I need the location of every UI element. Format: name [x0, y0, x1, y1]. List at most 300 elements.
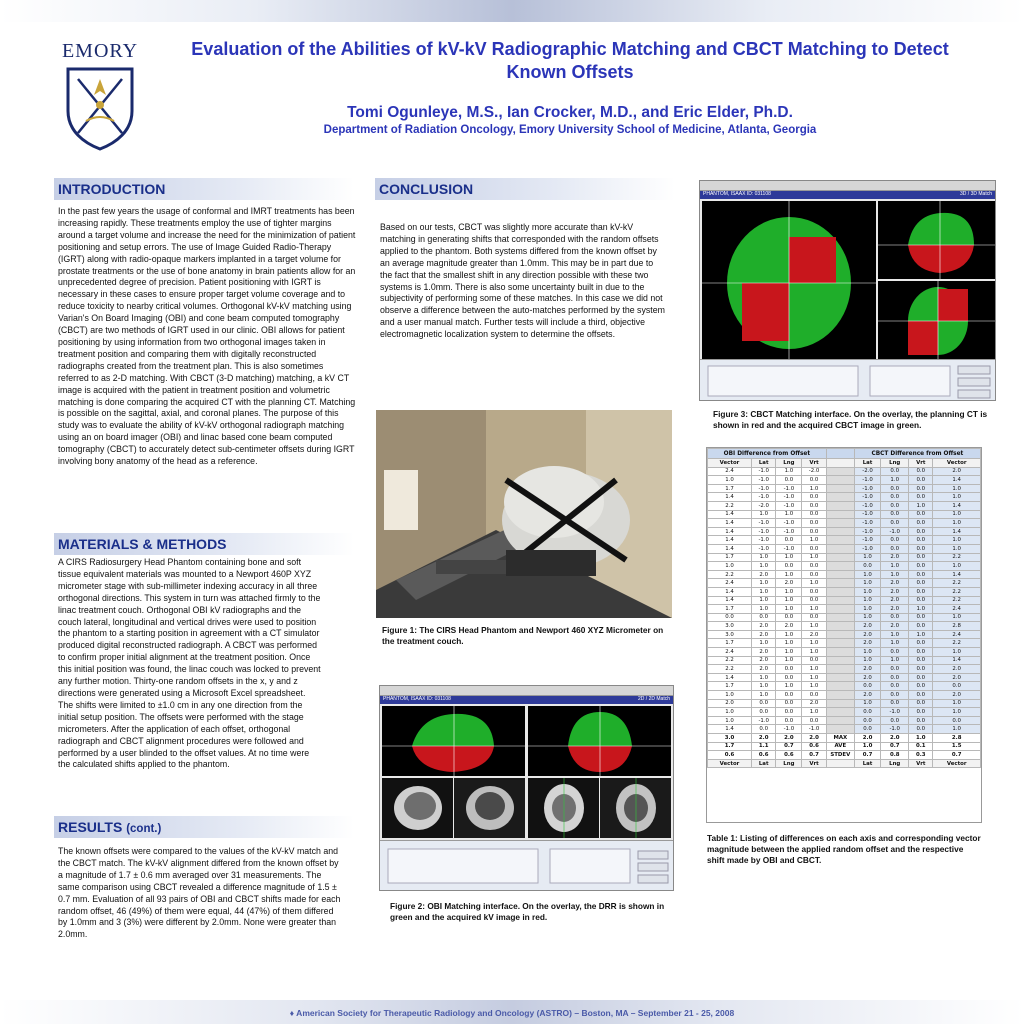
- obi-stat-cell: 3.0: [708, 734, 752, 743]
- cbct-stat-cell: 2.0: [881, 734, 909, 743]
- obi-cell: 1.7: [708, 605, 752, 614]
- obi-cell: 1.0: [802, 536, 827, 545]
- table-gap-cell: [826, 553, 854, 562]
- cbct-cell: 0.0: [909, 682, 933, 691]
- table-gap-cell: [826, 493, 854, 502]
- obi-kv-lateral-image: [454, 778, 525, 838]
- obi-cell: 0.0: [751, 708, 776, 717]
- obi-cell: 0.0: [776, 673, 802, 682]
- table-gap-cell: [826, 691, 854, 700]
- obi-cell: 1.0: [751, 691, 776, 700]
- obi-overlay-lateral-image: [382, 706, 525, 776]
- obi-cell: 2.2: [708, 570, 752, 579]
- cbct-stat-cell: 0.7: [933, 751, 981, 760]
- obi-cell: 1.0: [751, 510, 776, 519]
- obi-cell: 1.0: [776, 605, 802, 614]
- obi-cell: -1.0: [751, 476, 776, 485]
- obi-cell: 1.4: [708, 673, 752, 682]
- cbct-cell: 0.0: [909, 716, 933, 725]
- cbct-cell: 1.0: [854, 596, 880, 605]
- obi-cell: 0.0: [751, 699, 776, 708]
- cbct-cell: 0.0: [909, 484, 933, 493]
- obi-cell: -1.0: [751, 484, 776, 493]
- obi-cell: 1.0: [802, 605, 827, 614]
- obi-stat-cell: 0.7: [802, 751, 827, 760]
- obi-cell: 0.0: [776, 708, 802, 717]
- obi-cell: 1.7: [708, 682, 752, 691]
- cbct-cell: 0.0: [909, 527, 933, 536]
- obi-cell: 0.0: [708, 613, 752, 622]
- cbct-cell: 0.0: [909, 656, 933, 665]
- cbct-cell: 1.0: [933, 613, 981, 622]
- cbct-cell: 1.4: [933, 570, 981, 579]
- cbct-footer-header: Vector: [933, 759, 981, 768]
- cbct-cell: -1.0: [854, 527, 880, 536]
- table-row: [708, 493, 981, 502]
- table-gap-cell: [826, 596, 854, 605]
- obi-cell: 1.4: [708, 536, 752, 545]
- obi-cell: 0.0: [802, 570, 827, 579]
- cbct-cell: 2.4: [933, 630, 981, 639]
- table-row: [708, 699, 981, 708]
- obi-cell: 1.0: [708, 476, 752, 485]
- obi-cell: 2.0: [776, 579, 802, 588]
- obi-cell: 0.0: [776, 613, 802, 622]
- obi-cell: -2.0: [802, 467, 827, 476]
- cbct-cell: 0.0: [909, 587, 933, 596]
- cbct-cell: 2.2: [933, 596, 981, 605]
- cbct-cell: 0.0: [909, 544, 933, 553]
- cbct-col-header: Vrt: [909, 459, 933, 468]
- obi-cell: 1.0: [776, 656, 802, 665]
- obi-title-bar: [380, 696, 673, 704]
- obi-cell: 1.0: [751, 605, 776, 614]
- table-row: [708, 648, 981, 657]
- obi-tab-label: 2D / 2D Match: [638, 696, 670, 702]
- table-row: [708, 708, 981, 717]
- obi-cell: -1.0: [776, 484, 802, 493]
- table-gap-cell: [826, 476, 854, 485]
- table-gap-cell: [826, 562, 854, 571]
- cbct-footer-header: Vrt: [909, 759, 933, 768]
- obi-col-header: Vector: [708, 459, 752, 468]
- table-row: [708, 691, 981, 700]
- obi-stat-cell: 0.6: [708, 751, 752, 760]
- table-row: [708, 476, 981, 485]
- obi-cell: 0.0: [802, 691, 827, 700]
- cbct-cell: 1.0: [881, 570, 909, 579]
- table-row: [708, 596, 981, 605]
- cbct-cell: 2.0: [854, 639, 880, 648]
- cbct-cell: 0.0: [881, 467, 909, 476]
- cbct-cell: 2.2: [933, 553, 981, 562]
- cbct-cell: 0.0: [909, 665, 933, 674]
- obi-cell: 0.0: [802, 562, 827, 571]
- cbct-cell: 1.0: [933, 544, 981, 553]
- table-gap-cell: [826, 673, 854, 682]
- cbct-stat-cell: 0.7: [854, 751, 880, 760]
- cbct-cell: 0.0: [909, 579, 933, 588]
- obi-col-header: Lng: [776, 459, 802, 468]
- table-row: [708, 587, 981, 596]
- cbct-cell: 1.4: [933, 476, 981, 485]
- table1-grid: [707, 448, 981, 768]
- obi-cell: 1.0: [802, 579, 827, 588]
- obi-drr-lateral: [382, 778, 453, 838]
- table-row: [708, 665, 981, 674]
- obi-cell: 1.0: [802, 639, 827, 648]
- table1-differences: [706, 447, 982, 823]
- cbct-cell: 0.0: [881, 510, 909, 519]
- results-text: The known offsets were compared to the values of the kV-kV match and the CBCT match. The kV-kV alignment differed from the known offset by a magnitude of 1.7 ± 0.6 mm averaged over 31 measurements. The same comparison using CBCT revealed a difference magnitude of 1.5 ± 0.7 mm. Evaluation of all 93 pairs of OBI and CBCT shifts made for each random offset, 46 (49%) of them were equal, 44 (47%) of them differed by 1.0mm and 3 (3%) were different by 2.0mm. None were greater than 2.0mm.: [58, 846, 341, 940]
- cbct-cell: 2.0: [881, 622, 909, 631]
- obi-col-header: Lat: [751, 459, 776, 468]
- obi-stat-cell: 1.7: [708, 742, 752, 751]
- obi-cell: 0.0: [802, 587, 827, 596]
- top-banner: [0, 0, 1024, 22]
- cbct-cell: 2.0: [854, 665, 880, 674]
- cbct-cell: 1.0: [881, 630, 909, 639]
- obi-cell: 1.0: [802, 708, 827, 717]
- obi-cell: 2.0: [751, 665, 776, 674]
- cbct-cell: 0.0: [909, 536, 933, 545]
- table1-caption: Table 1: Listing of differences on each axis and corresponding vector magnitude between the applied random offset and the respective shift made by OBI and CBCT.: [707, 833, 981, 865]
- obi-cell: 2.2: [708, 665, 752, 674]
- cbct-cell: -1.0: [881, 527, 909, 536]
- emory-logo: [54, 40, 146, 151]
- cbct-col-header: Lng: [881, 459, 909, 468]
- obi-cell: 1.0: [776, 570, 802, 579]
- cbct-shift-controls: [700, 359, 995, 400]
- obi-cell: 1.0: [802, 665, 827, 674]
- cbct-stat-cell: 2.8: [933, 734, 981, 743]
- cbct-cell: 1.0: [854, 570, 880, 579]
- obi-cell: 1.0: [802, 553, 827, 562]
- obi-cell: 0.0: [802, 510, 827, 519]
- obi-toolbar: [380, 686, 673, 696]
- cbct-cell: 1.4: [933, 501, 981, 510]
- table-row: [708, 527, 981, 536]
- table-gap-cell: [826, 699, 854, 708]
- obi-cell: 1.0: [708, 716, 752, 725]
- cbct-cell: -1.0: [881, 725, 909, 734]
- cbct-cell: 0.0: [909, 648, 933, 657]
- cbct-cell: 2.0: [881, 579, 909, 588]
- obi-cell: 1.0: [751, 673, 776, 682]
- obi-cell: 2.0: [708, 699, 752, 708]
- obi-cell: 2.4: [708, 467, 752, 476]
- cbct-cell: -1.0: [854, 484, 880, 493]
- table-row: [708, 613, 981, 622]
- cbct-cell: 2.2: [933, 639, 981, 648]
- cbct-cell: 0.0: [909, 673, 933, 682]
- emory-shield-icon: [64, 65, 136, 151]
- poster-title: Evaluation of the Abilities of kV-kV Radiographic Matching and CBCT Matching to Detect Known Offsets: [191, 39, 949, 82]
- obi-cell: -1.0: [751, 519, 776, 528]
- cbct-cell: 0.0: [909, 639, 933, 648]
- cbct-stat-cell: 0.7: [881, 742, 909, 751]
- cbct-cell: 2.0: [881, 596, 909, 605]
- obi-cell: 0.0: [802, 519, 827, 528]
- cbct-col-header: Vector: [933, 459, 981, 468]
- cbct-cell: 1.4: [933, 527, 981, 536]
- table-stat-row: [708, 751, 981, 760]
- cbct-cell: 2.0: [881, 553, 909, 562]
- cbct-cell: 1.0: [854, 605, 880, 614]
- cbct-cell: 2.4: [933, 605, 981, 614]
- obi-stat-cell: 1.1: [751, 742, 776, 751]
- cbct-controls-illustration: [700, 360, 996, 401]
- cbct-cell: 1.0: [854, 587, 880, 596]
- table1-body: [708, 449, 981, 768]
- obi-cell: 1.0: [751, 562, 776, 571]
- cbct-cell: -1.0: [854, 536, 880, 545]
- table-row: [708, 510, 981, 519]
- obi-cell: 0.0: [802, 501, 827, 510]
- cbct-cell: 1.0: [909, 501, 933, 510]
- table-row: [708, 501, 981, 510]
- obi-stat-cell: 0.6: [802, 742, 827, 751]
- obi-cell: 1.0: [776, 682, 802, 691]
- cbct-stat-cell: 0.1: [909, 742, 933, 751]
- cbct-cell: 1.0: [933, 562, 981, 571]
- table-row: [708, 467, 981, 476]
- conclusion-text: Based on our tests, CBCT was slightly more accurate than kV-kV matching in generating shifts that corresponded with the random offsets applied to the phantom. Both systems differed from the known offset by an average magnitude greater than 1.0mm. This may be in part due to the fact that the smallest shift in any direction possible with these two systems is 1.0mm. There is also some uncertainty built in due to the subjectivity of performing some of these matches. In this case we did not observe a difference between the auto-matches performed by the system and a user manual match. Further tests will include a third, objective electromagnetic localization system to determine the offsets.: [380, 222, 665, 340]
- obi-cell: 3.0: [708, 622, 752, 631]
- table-row: [708, 536, 981, 545]
- obi-cell: -1.0: [802, 725, 827, 734]
- obi-stat-cell: 0.6: [751, 751, 776, 760]
- obi-cell: 0.0: [776, 562, 802, 571]
- cbct-cell: 0.0: [881, 493, 909, 502]
- cbct-cell: 0.0: [909, 519, 933, 528]
- obi-cell: 1.0: [802, 622, 827, 631]
- obi-cell: 1.0: [708, 708, 752, 717]
- obi-cell: 1.0: [802, 648, 827, 657]
- obi-cell: 1.0: [776, 630, 802, 639]
- table-row: [708, 622, 981, 631]
- table-row: [708, 716, 981, 725]
- cbct-group-header: CBCT Difference from Offset: [854, 449, 980, 459]
- cbct-cell: 0.0: [933, 682, 981, 691]
- cbct-cell: 0.0: [881, 613, 909, 622]
- cbct-cell: 2.0: [881, 605, 909, 614]
- obi-cell: 2.0: [751, 630, 776, 639]
- obi-cell: 0.0: [751, 613, 776, 622]
- table-gap-cell: [826, 484, 854, 493]
- obi-col-header: Vrt: [802, 459, 827, 468]
- cbct-patient-title: PHANTOM, ISAAX ID: 031108: [703, 191, 771, 197]
- obi-cell: 1.0: [751, 639, 776, 648]
- table-gap-cell: [826, 759, 854, 768]
- table-gap-cell: [826, 519, 854, 528]
- cbct-cell: -2.0: [854, 467, 880, 476]
- table-gap-cell: [826, 630, 854, 639]
- obi-stat-cell: 0.7: [776, 742, 802, 751]
- table-row: [708, 544, 981, 553]
- cbct-toolbar: [700, 181, 995, 191]
- table-row: [708, 630, 981, 639]
- conclusion-heading: [375, 178, 675, 200]
- cbct-stat-cell: 0.3: [909, 751, 933, 760]
- obi-cell: 1.0: [776, 639, 802, 648]
- materials-heading: [54, 533, 354, 555]
- cbct-cell: 1.0: [909, 605, 933, 614]
- cbct-cell: 2.0: [854, 630, 880, 639]
- cbct-cell: 1.0: [881, 656, 909, 665]
- obi-cell: 1.0: [708, 691, 752, 700]
- cbct-col-header: Lat: [854, 459, 880, 468]
- cbct-cell: 1.0: [933, 493, 981, 502]
- table-gap-cell: [826, 510, 854, 519]
- cbct-cell: 0.0: [909, 467, 933, 476]
- cbct-cell: 1.0: [909, 630, 933, 639]
- obi-group-header: OBI Difference from Offset: [708, 449, 827, 459]
- table-row: [708, 725, 981, 734]
- cbct-cell: 1.0: [933, 708, 981, 717]
- cbct-cell: 0.0: [881, 716, 909, 725]
- cbct-footer-header: Lat: [854, 759, 880, 768]
- obi-cell: -1.0: [776, 493, 802, 502]
- obi-footer-header: Lat: [751, 759, 776, 768]
- cbct-cell: -1.0: [854, 519, 880, 528]
- obi-cell: 0.0: [802, 656, 827, 665]
- figure1-caption: Figure 1: The CIRS Head Phantom and Newport 460 XYZ Micrometer on the treatment couch.: [382, 625, 664, 646]
- table-row: [708, 579, 981, 588]
- table-gap-cell: [826, 613, 854, 622]
- obi-cell: 1.7: [708, 639, 752, 648]
- obi-cell: 0.0: [802, 476, 827, 485]
- obi-cell: 0.0: [776, 691, 802, 700]
- cbct-cell: 1.0: [854, 579, 880, 588]
- obi-cell: 0.0: [802, 527, 827, 536]
- obi-cell: 0.0: [802, 716, 827, 725]
- cbct-cell: 0.0: [854, 708, 880, 717]
- cbct-cell: 0.0: [881, 484, 909, 493]
- table-gap-cell: [826, 527, 854, 536]
- obi-cell: -1.0: [776, 501, 802, 510]
- obi-cell: 1.0: [708, 562, 752, 571]
- obi-cell: 2.2: [708, 656, 752, 665]
- obi-kv-ap-image: [600, 778, 671, 838]
- cbct-cell: 2.0: [854, 673, 880, 682]
- cbct-cell: 1.0: [854, 648, 880, 657]
- obi-cell: 1.4: [708, 596, 752, 605]
- table-row: [708, 639, 981, 648]
- cbct-cell: -1.0: [854, 493, 880, 502]
- cbct-sagittal-overlay: [878, 201, 995, 279]
- poster-authors: Tomi Ogunleye, M.S., Ian Crocker, M.D., and Eric Elder, Ph.D.: [347, 104, 793, 121]
- cbct-cell: 2.0: [854, 622, 880, 631]
- table-gap-cell: [826, 708, 854, 717]
- obi-cell: 2.0: [802, 699, 827, 708]
- cbct-cell: 1.0: [933, 519, 981, 528]
- conclusion-heading-text: CONCLUSION: [379, 181, 474, 197]
- obi-cell: -1.0: [751, 544, 776, 553]
- cbct-cell: 0.0: [881, 665, 909, 674]
- obi-cell: 1.0: [802, 682, 827, 691]
- cbct-cell: 1.4: [933, 656, 981, 665]
- obi-footer-header: Lng: [776, 759, 802, 768]
- cbct-cell: 0.0: [909, 725, 933, 734]
- cbct-cell: 0.0: [854, 716, 880, 725]
- obi-cell: 0.0: [802, 613, 827, 622]
- introduction-heading: [54, 178, 354, 200]
- table-row: [708, 570, 981, 579]
- obi-stat-cell: 2.0: [802, 734, 827, 743]
- table-gap-cell: [826, 665, 854, 674]
- obi-cell: 1.7: [708, 553, 752, 562]
- obi-overlay-lateral: [382, 706, 525, 776]
- cbct-cell: 2.2: [933, 587, 981, 596]
- obi-cell: 1.4: [708, 519, 752, 528]
- obi-stat-cell: 0.6: [776, 751, 802, 760]
- obi-cell: 0.0: [802, 596, 827, 605]
- cbct-cell: 2.0: [933, 665, 981, 674]
- table-row: [708, 682, 981, 691]
- figure2-obi-screenshot: [379, 685, 674, 891]
- obi-cell: 2.0: [751, 648, 776, 657]
- stat-label-cell: MAX: [826, 734, 854, 743]
- obi-shift-controls: [380, 840, 673, 890]
- obi-cell: 1.0: [776, 510, 802, 519]
- cbct-cell: 0.0: [881, 682, 909, 691]
- cbct-title-bar: [700, 191, 995, 199]
- results-heading-suffix: (cont.): [126, 823, 162, 835]
- table-gap-cell: [826, 605, 854, 614]
- obi-drr-ap: [528, 778, 599, 838]
- table-gap-cell: [826, 467, 854, 476]
- cbct-cell: 2.0: [854, 691, 880, 700]
- cbct-axial-overlay: [702, 201, 876, 359]
- table-gap-cell: [826, 587, 854, 596]
- table-gap-cell: [826, 579, 854, 588]
- table-row: [708, 673, 981, 682]
- obi-drr-ap-image: [528, 778, 599, 838]
- obi-cell: 1.0: [776, 648, 802, 657]
- phantom-photo-illustration: [376, 410, 672, 618]
- cbct-cell: 0.0: [909, 699, 933, 708]
- obi-cell: 2.4: [708, 579, 752, 588]
- obi-cell: 0.0: [776, 716, 802, 725]
- table-stat-row: [708, 742, 981, 751]
- materials-heading-text: MATERIALS & METHODS: [58, 536, 227, 552]
- obi-cell: 1.0: [751, 587, 776, 596]
- obi-cell: 2.2: [708, 501, 752, 510]
- table-row: [708, 519, 981, 528]
- obi-cell: -1.0: [751, 536, 776, 545]
- poster-department: Department of Radiation Oncology, Emory University School of Medicine, Atlanta, Georgia: [323, 124, 817, 136]
- cbct-cell: 0.0: [909, 622, 933, 631]
- obi-cell: 2.0: [751, 622, 776, 631]
- cbct-coronal-overlay-image: [878, 281, 995, 359]
- table-column-header-row: [708, 459, 981, 468]
- cbct-cell: 0.0: [881, 673, 909, 682]
- obi-kv-ap: [600, 778, 671, 838]
- cbct-cell: 0.0: [881, 544, 909, 553]
- obi-drr-lateral-image: [382, 778, 453, 838]
- obi-kv-lateral: [454, 778, 525, 838]
- cbct-cell: 1.0: [854, 699, 880, 708]
- obi-cell: -1.0: [751, 716, 776, 725]
- obi-cell: -1.0: [776, 519, 802, 528]
- obi-cell: -1.0: [751, 527, 776, 536]
- table-gap-cell: [826, 501, 854, 510]
- obi-cell: -1.0: [776, 725, 802, 734]
- results-heading: [54, 816, 354, 838]
- cbct-cell: 1.0: [854, 613, 880, 622]
- table-gap-cell: [826, 449, 854, 459]
